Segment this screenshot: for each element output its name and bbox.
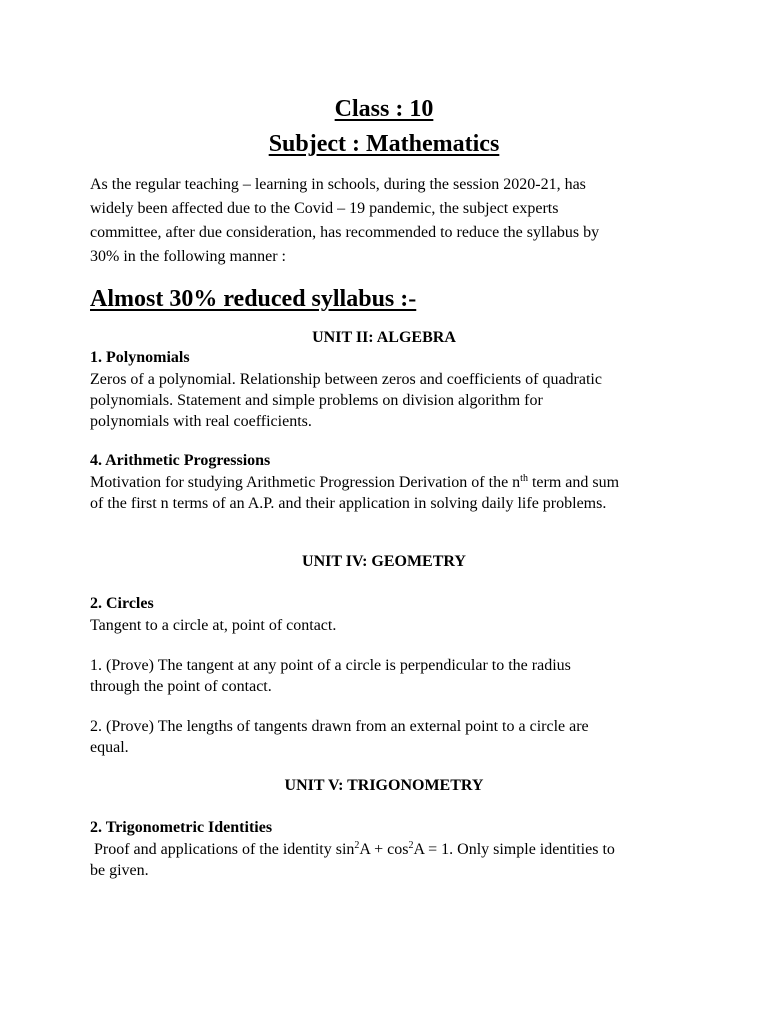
unit-algebra-title: UNIT II: ALGEBRA (312, 329, 456, 346)
body-line: Zeros of a polynomial. Relationship between zeros and coefficients of quadratic (90, 371, 602, 388)
body-line: of the first n terms of an A.P. and their application in solving daily life problems. (90, 495, 607, 512)
intro-line: 30% in the following manner : (90, 248, 286, 265)
trig-superscript: 2 (408, 840, 414, 851)
unit-trigonometry-title: UNIT V: TRIGONOMETRY (284, 777, 484, 794)
unit-geometry-title: UNIT IV: GEOMETRY (302, 553, 466, 570)
arithmetic-progressions-heading: 4. Arithmetic Progressions (90, 452, 271, 469)
ap-line-text: Motivation for studying Arithmetic Progression Derivation of the n (90, 474, 521, 491)
body-line (90, 839, 615, 860)
trig-identities-heading: 2. Trigonometric Identities (90, 819, 273, 836)
ap-superscript: th (520, 473, 528, 484)
intro-line: committee, after due consideration, has recommended to reduce the syllabus by (90, 224, 600, 241)
trig-line-text: A + cos (359, 841, 409, 858)
circles-text: Tangent to a circle at, point of contact. (90, 617, 337, 634)
body-line: polynomials with real coefficients. (90, 413, 312, 430)
reduced-syllabus-heading: Almost 30% reduced syllabus :- (90, 286, 417, 312)
circles-heading: 2. Circles (90, 595, 154, 612)
body-line: 2. (Prove) The lengths of tangents drawn from an external point to a circle are (90, 718, 589, 735)
trig-superscript: 2 (354, 840, 360, 851)
body-line: 1. (Prove) The tangent at any point of a circle is perpendicular to the radius (90, 657, 571, 674)
body-line: polynomials. Statement and simple problems on division algorithm for (90, 392, 543, 409)
body-line: equal. (90, 739, 129, 756)
body-line: through the point of contact. (90, 678, 272, 695)
intro-line: As the regular teaching – learning in schools, during the session 2020-21, has (90, 176, 586, 193)
subject-title: Subject : Mathematics (268, 131, 500, 157)
trig-line-text: Proof and applications of the identity sin (90, 841, 355, 858)
trig-line-text: A = 1. Only simple identities to (413, 841, 615, 858)
body-line: be given. (90, 862, 149, 879)
class-title: Class : 10 (334, 96, 434, 122)
intro-line: widely been affected due to the Covid – 19 pandemic, the subject experts (90, 200, 559, 217)
body-line (90, 472, 619, 493)
ap-line-text: term and sum (527, 474, 620, 491)
polynomials-heading: 1. Polynomials (90, 349, 190, 366)
